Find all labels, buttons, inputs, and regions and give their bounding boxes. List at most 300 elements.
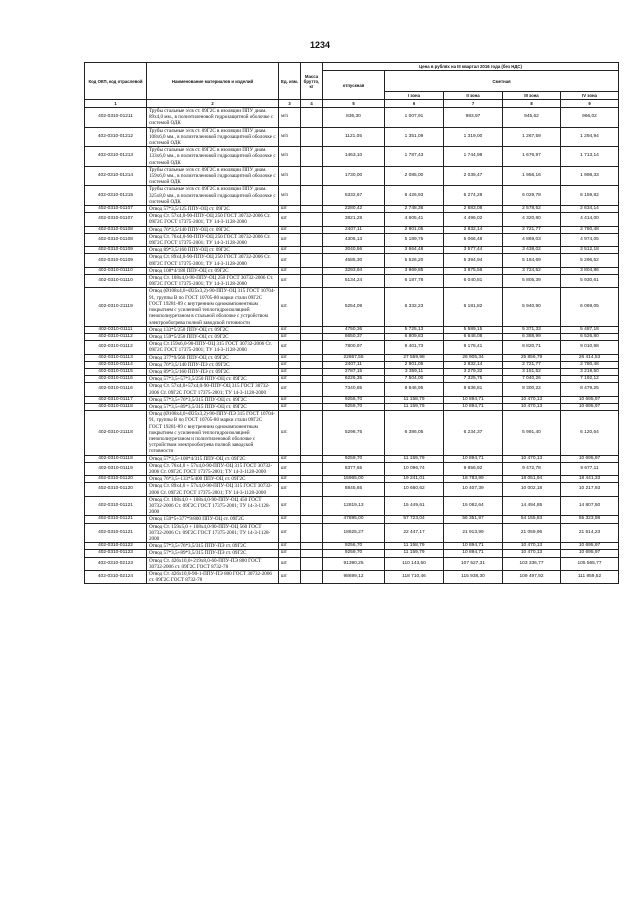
row-release-price: 4750,36: [323, 326, 385, 333]
row-code: 402-0310-01113: [85, 354, 147, 361]
row-zone2-price: 3 279,32: [444, 368, 503, 375]
row-zone1-price: 110 143,50: [385, 557, 444, 570]
column-number: 9: [561, 100, 619, 108]
table-row: [85, 550, 619, 557]
column-number-row: [85, 100, 619, 108]
row-zone1-price: 2 901,05: [385, 361, 444, 368]
row-zone2-price: 21 913,99: [444, 523, 503, 543]
row-code: 402-0310-01111: [85, 326, 147, 333]
row-zone4-price: 5 930,61: [561, 275, 619, 288]
row-name: Трубы стальные э/св ст. 09Г2С в изоляции ППУ диам. 89х4,0 мм., в полиэтиленовой гидрозащитной оболочке с системой ОДК: [147, 108, 279, 128]
row-zone4-price: 5 296,52: [561, 254, 619, 267]
row-zone2-price: 9 178,41: [444, 341, 503, 354]
row-zone4-price: 10 217,93: [561, 483, 619, 496]
row-code: 402-0310-01109: [85, 254, 147, 267]
table-row: [85, 411, 619, 455]
row-release-price: 6226,35: [323, 376, 385, 383]
row-release-price: 4585,30: [323, 254, 385, 267]
table-row: [85, 354, 619, 361]
row-zone2-price: 115 938,30: [444, 571, 503, 584]
table-row: [85, 376, 619, 383]
row-release-price: 3040,56: [323, 247, 385, 254]
row-name: Отвод Ст. 89х4,0-90-ППУ-ОЦ 250 ГОСТ 30732-2006 Ст. 09Г2С ГОСТ 17375-2001; ТУ 14-3-1128-2000: [147, 254, 279, 267]
column-number: 8: [503, 100, 561, 108]
row-unit: м/п: [279, 147, 301, 167]
row-zone3-price: 10 470,13: [503, 550, 561, 557]
row-zone3-price: 103 336,77: [503, 557, 561, 570]
row-unit: шт: [279, 557, 301, 570]
row-zone4-price: 6 069,05: [561, 288, 619, 326]
table-row: [85, 326, 619, 333]
row-zone2-price: 2 832,14: [444, 226, 503, 233]
row-zone3-price: 10 470,13: [503, 403, 561, 410]
row-release-price: 7800,97: [323, 341, 385, 354]
row-zone2-price: 107 527,31: [444, 557, 503, 570]
row-zone1-price: 3 664,48: [385, 247, 444, 254]
row-zone4-price: 1 998,33: [561, 166, 619, 186]
row-zone3-price: 6 029,78: [503, 186, 561, 206]
row-mass: [301, 557, 323, 570]
row-zone2-price: 1 319,00: [444, 127, 503, 147]
row-mass: [301, 233, 323, 246]
row-zone1-price: 6 809,83: [385, 333, 444, 340]
row-unit: м/п: [279, 166, 301, 186]
row-code: 402-0310-02124: [85, 571, 147, 584]
row-release-price: 1463,10: [323, 147, 385, 167]
header-release: отпускная: [323, 71, 385, 100]
row-zone2-price: 6 648,08: [444, 333, 503, 340]
row-zone3-price: 9 472,78: [503, 462, 561, 475]
header-name: Наименование материалов и изделий: [147, 63, 279, 100]
table-row: [85, 543, 619, 550]
row-zone3-price: 5 371,33: [503, 326, 561, 333]
row-zone1-price: 6 386,05: [385, 411, 444, 455]
row-release-price: 8845,65: [323, 483, 385, 496]
row-code: 402-0310-01121: [85, 496, 147, 516]
column-number: 2: [147, 100, 279, 108]
row-zone2-price: 10 894,71: [444, 455, 503, 462]
column-number: 1: [85, 100, 147, 108]
row-code: 402-0310-01107: [85, 213, 147, 226]
row-zone2-price: 6 181,82: [444, 288, 503, 326]
row-code: 402-0310-01117: [85, 396, 147, 403]
table-row: [85, 496, 619, 516]
row-name: Трубы стальные э/св ст. 09Г2С в изоляции ППУ диам. 133х6,0 мм., в полиэтиленовой гидрозащитной оболочке с системой ОДК: [147, 147, 279, 167]
table-row: [85, 147, 619, 167]
table-row: [85, 403, 619, 410]
table-row: [85, 571, 619, 584]
row-zone2-price: 5 394,94: [444, 254, 503, 267]
table-row: [85, 476, 619, 483]
row-code: 402-0310-01213: [85, 147, 147, 167]
row-zone4-price: 9 010,98: [561, 341, 619, 354]
column-number: 6: [385, 100, 444, 108]
row-unit: шт: [279, 213, 301, 226]
table-row: [85, 462, 619, 475]
row-code: 402-0310-02123: [85, 557, 147, 570]
row-mass: [301, 354, 323, 361]
row-zone2-price: 15 082,64: [444, 496, 503, 516]
row-mass: [301, 206, 323, 213]
row-zone4-price: 55 323,98: [561, 516, 619, 523]
row-name: Отвод Ст. 76х4,0-90-ППУ-ОЦ 250 ГОСТ 30732-2006 Ст. 09Г2С ГОСТ 17375-2001; ТУ 14-3-1128-2000: [147, 233, 279, 246]
row-code: 402-0310-01122: [85, 543, 147, 550]
row-code: 402-0310-01110: [85, 275, 147, 288]
row-zone4-price: 18 441,33: [561, 476, 619, 483]
row-release-price: 9256,70: [323, 396, 385, 403]
row-zone3-price: 3 438,02: [503, 247, 561, 254]
row-zone4-price: 10 695,97: [561, 455, 619, 462]
row-zone1-price: 1 787,43: [385, 147, 444, 167]
row-mass: [301, 166, 323, 186]
row-zone3-price: 18 051,94: [503, 476, 561, 483]
row-release-price: 5298,75: [323, 411, 385, 455]
row-code: 402-0310-01110: [85, 267, 147, 274]
row-release-price: 8377,65: [323, 462, 385, 475]
row-unit: шт: [279, 326, 301, 333]
row-unit: шт: [279, 341, 301, 354]
row-release-price: 5332,67: [323, 186, 385, 206]
row-zone2-price: 4 496,02: [444, 213, 503, 226]
row-unit: м/п: [279, 108, 301, 128]
table-row: [85, 213, 619, 226]
row-zone1-price: 7 504,00: [385, 376, 444, 383]
row-unit: м/п: [279, 127, 301, 147]
row-zone1-price: 11 159,79: [385, 455, 444, 462]
row-zone3-price: 2 721,77: [503, 226, 561, 233]
row-code: 402-0310-01121: [85, 523, 147, 543]
row-zone1-price: 10 660,62: [385, 483, 444, 496]
row-mass: [301, 254, 323, 267]
row-release-price: 15965,00: [323, 476, 385, 483]
row-unit: шт: [279, 523, 301, 543]
row-zone3-price: 1 267,59: [503, 127, 561, 147]
row-zone3-price: 5 805,39: [503, 275, 561, 288]
row-name: Отвод 57*3,5+108*4/315 ППУ-ОЦ ст. 09Г2С: [147, 455, 279, 462]
row-zone4-price: 6 159,82: [561, 186, 619, 206]
row-zone4-price: 1 713,14: [561, 147, 619, 167]
row-zone4-price: 10 695,97: [561, 543, 619, 550]
row-unit: шт: [279, 376, 301, 383]
row-mass: [301, 523, 323, 543]
row-name: Трубы стальные э/св ст. 09Г2С в изоляции ППУ диам. 325х8,0 мм., в полиэтиленовой гидрозащитной оболочке с системой ОДК: [147, 186, 279, 206]
row-zone1-price: 9 401,73: [385, 341, 444, 354]
row-code: 402-0310-01119: [85, 462, 147, 475]
row-zone1-price: 11 158,79: [385, 396, 444, 403]
row-unit: шт: [279, 206, 301, 213]
table-body: [85, 108, 619, 584]
row-mass: [301, 275, 323, 288]
row-zone1-price: 8 846,95: [385, 383, 444, 396]
row-unit: шт: [279, 354, 301, 361]
row-zone3-price: 4 320,80: [503, 213, 561, 226]
row-code: 402-0310-01215: [85, 186, 147, 206]
row-zone2-price: 2 035,47: [444, 166, 503, 186]
row-unit: шт: [279, 476, 301, 483]
row-unit: шт: [279, 455, 301, 462]
row-zone1-price: 6 332,23: [385, 288, 444, 326]
row-name: Отвод (Ø108х4,0+Ø25х3,2)-90-ППУ-ОЦ 315 ГОСТ 10704-91, группы В по ГОСТ 10705-80 марки стали 09Г2С ГОСТ 19281-89 с внутренним однокомпонентным покрытием с усиленной теплогидроизоляцией пенополиуретаном в стальной оболочке с устройством электрообогрева полной заводской готовности: [147, 288, 279, 326]
column-number: 3: [279, 100, 301, 108]
row-mass: [301, 288, 323, 326]
row-unit: шт: [279, 226, 301, 233]
row-unit: шт: [279, 550, 301, 557]
row-unit: шт: [279, 543, 301, 550]
row-name: Отвод 57*3,5+89*3,5/315 ППУ-ОЦ ст. 09Г2С: [147, 403, 279, 410]
row-name: Трубы стальные э/св ст. 09Г2С в изоляции ППУ диам. 108х6,0 мм., в полиэтиленовой гидрозащитной оболочке с системой ОДК: [147, 127, 279, 147]
row-mass: [301, 516, 323, 523]
row-release-price: 9259,70: [323, 550, 385, 557]
row-name: Отвод Ст. 89х4,0 + 57х4,0-90-ППУ-ОЦ 315 ГОСТ 30732-2006 Ст. 09Г2С ГОСТ 17375-2001; ТУ 14-3-1128-2000: [147, 483, 279, 496]
row-zone3-price: 10 470,13: [503, 455, 561, 462]
row-zone4-price: 4 974,05: [561, 233, 619, 246]
row-release-price: 2280,42: [323, 206, 385, 213]
row-code: 402-0310-01214: [85, 166, 147, 186]
row-release-price: 1730,00: [323, 166, 385, 186]
row-mass: [301, 213, 323, 226]
row-zone3-price: 8 300,22: [503, 383, 561, 396]
row-zone2-price: 2 683,08: [444, 206, 503, 213]
row-unit: шт: [279, 275, 301, 288]
row-zone3-price: 1 956,16: [503, 166, 561, 186]
row-code: 402-0310-01116: [85, 383, 147, 396]
row-code: 402-0310-01120: [85, 476, 147, 483]
row-code: 402-0310-21119: [85, 288, 147, 326]
row-zone1-price: 5 189,75: [385, 233, 444, 246]
row-zone3-price: 21 059,96: [503, 523, 561, 543]
row-mass: [301, 403, 323, 410]
row-name: Отвод 76*3,5/140 ППУ-ПЭ ст. 09Г2С: [147, 361, 279, 368]
table-row: [85, 523, 619, 543]
row-mass: [301, 267, 323, 274]
row-unit: шт: [279, 361, 301, 368]
row-zone4-price: 26 414,53: [561, 354, 619, 361]
row-release-price: 98699,12: [323, 571, 385, 584]
table-row: [85, 127, 619, 147]
row-zone4-price: 21 514,23: [561, 523, 619, 543]
row-name: Отвод 133*5/250 ППУ-ОЦ ст. 09Г2С: [147, 326, 279, 333]
row-code: 402-0310-01109: [85, 247, 147, 254]
row-zone4-price: 3 804,86: [561, 267, 619, 274]
header-zone4: IV зона: [561, 92, 619, 100]
row-code: 402-0310-21118: [85, 411, 147, 455]
row-zone4-price: 2 634,14: [561, 206, 619, 213]
row-zone1-price: 5 725,13: [385, 326, 444, 333]
row-zone1-price: 1 351,09: [385, 127, 444, 147]
row-name: Отвод 159*5+377*9/800 ППУ-ОЦ ст. 09Г2С: [147, 516, 279, 523]
row-unit: шт: [279, 267, 301, 274]
row-zone2-price: 3 577,44: [444, 247, 503, 254]
row-release-price: 9259,70: [323, 455, 385, 462]
table-row: [85, 108, 619, 128]
row-zone1-price: 3 969,85: [385, 267, 444, 274]
row-mass: [301, 543, 323, 550]
row-release-price: 5650,37: [323, 333, 385, 340]
row-zone4-price: 10 695,97: [561, 403, 619, 410]
row-release-price: 22867,55: [323, 354, 385, 361]
row-mass: [301, 483, 323, 496]
row-release-price: 3293,94: [323, 267, 385, 274]
row-code: 402-0310-01108: [85, 226, 147, 233]
row-unit: шт: [279, 254, 301, 267]
row-name: Отвод Ст. 426х10,0-90-1-ППУ-ПЭ 800 ГОСТ 30732-2006 ст. 09Г2С ГОСТ 8732-78: [147, 571, 279, 584]
row-zone1-price: 6 187,78: [385, 275, 444, 288]
row-release-price: 836,30: [323, 108, 385, 128]
row-zone1-price: 2 901,05: [385, 226, 444, 233]
row-zone2-price: 10 407,39: [444, 483, 503, 496]
row-zone3-price: 5 991,40: [503, 411, 561, 455]
row-zone1-price: 11 159,79: [385, 550, 444, 557]
row-zone1-price: 15 449,61: [385, 496, 444, 516]
row-release-price: 91390,25: [323, 557, 385, 570]
row-zone1-price: 5 526,20: [385, 254, 444, 267]
row-zone4-price: 10 695,97: [561, 550, 619, 557]
row-release-price: 3821,28: [323, 213, 385, 226]
row-zone3-price: 10 002,18: [503, 483, 561, 496]
row-code: 402-0310-01114: [85, 361, 147, 368]
row-name: Отвод Ст.159х6,0-90-ППУ-ОЦ 315 ГОСТ 30732-2006 Ст. 09Г2С ГОСТ 17375-2001; ТУ 14-3-1128-2000: [147, 341, 279, 354]
row-zone1-price: 2 085,00: [385, 166, 444, 186]
row-zone3-price: 14 494,85: [503, 496, 561, 516]
row-code: 402-0310-01212: [85, 127, 147, 147]
row-zone1-price: 19 241,01: [385, 476, 444, 483]
row-unit: шт: [279, 496, 301, 516]
row-code: 402-0310-01116: [85, 376, 147, 383]
row-mass: [301, 247, 323, 254]
row-name: Отвод Ст. 108х4,0-90-ППУ-ОЦ 250 ГОСТ 30732-2006 Ст. 09Г2С ГОСТ 17375-2001; ТУ 14-3-1128-2000: [147, 275, 279, 288]
row-unit: шт: [279, 368, 301, 375]
row-mass: [301, 496, 323, 516]
row-zone4-price: 2 780,48: [561, 361, 619, 368]
row-zone1-price: 22 447,17: [385, 523, 444, 543]
row-unit: шт: [279, 233, 301, 246]
row-name: Отвод 57*3,5+89*3,5/315 ППУ-ПЭ ст. 09Г2С: [147, 550, 279, 557]
table-row: [85, 383, 619, 396]
header-code: Код ОКП, код отраслевой: [85, 63, 147, 100]
row-release-price: 18625,27: [323, 523, 385, 543]
row-mass: [301, 411, 323, 455]
row-zone4-price: 111 859,52: [561, 571, 619, 584]
row-zone4-price: 105 565,77: [561, 557, 619, 570]
table-row: [85, 516, 619, 523]
row-name: Отвод (Ø108х4,0+Ø25х3,2)-90-ППУ-ПЭ 315 ГОСТ 10704-91, группы В по ГОСТ 10705-80 марки стали 09Г2С ГОСТ 19281-89 с внутренним однокомпонентным покрытием с усиленной теплогидроизоляцией пенополиуретаном и полиэтиленовой оболочке с устройством электрообогрева полной заводской готовности: [147, 411, 279, 455]
row-code: 402-0310-01118: [85, 403, 147, 410]
row-mass: [301, 127, 323, 147]
row-zone1-price: 118 710,46: [385, 571, 444, 584]
row-zone3-price: 7 040,26: [503, 376, 561, 383]
row-code: 402-0310-01112: [85, 341, 147, 354]
row-zone3-price: 945,62: [503, 108, 561, 128]
row-zone4-price: 966,02: [561, 108, 619, 128]
row-mass: [301, 550, 323, 557]
row-code: 402-0310-01112: [85, 333, 147, 340]
row-code: 402-0310-01123: [85, 550, 147, 557]
row-zone1-price: 27 559,98: [385, 354, 444, 361]
row-zone2-price: 9 856,92: [444, 462, 503, 475]
table-row: [85, 361, 619, 368]
row-mass: [301, 108, 323, 128]
row-zone3-price: 2 578,52: [503, 206, 561, 213]
row-zone2-price: 10 894,71: [444, 396, 503, 403]
row-code: 402-0310-01211: [85, 108, 147, 128]
header-zone3: III зона: [503, 92, 561, 100]
row-name: Отвод 377*9/560 ППУ-ОЦ ст. 09Г2С: [147, 354, 279, 361]
row-zone2-price: 10 894,71: [444, 543, 503, 550]
row-zone2-price: 6 234,37: [444, 411, 503, 455]
row-mass: [301, 341, 323, 354]
row-mass: [301, 476, 323, 483]
row-release-price: 5254,09: [323, 288, 385, 326]
page-number: 1234: [309, 40, 331, 50]
row-name: Отвод Ст. 57х4,0-90-ППУ-ОЦ 250 ГОСТ 30732-2006 Ст. 09Г2С ГОСТ 17375-2001; ТУ 14-3-1128-2000: [147, 213, 279, 226]
row-zone3-price: 2 721,77: [503, 361, 561, 368]
row-zone4-price: 6 526,80: [561, 333, 619, 340]
row-release-price: 9256,70: [323, 543, 385, 550]
row-release-price: 12819,13: [323, 496, 385, 516]
row-name: Отвод Ст. 426х10,0+219х8,0-60-ППУ-ПЭ 800 ГОСТ 30732-2006 ст. 09Г2С ГОСТ 8732-78: [147, 557, 279, 570]
row-zone1-price: 3 359,11: [385, 368, 444, 375]
row-zone3-price: 25 856,79: [503, 354, 561, 361]
row-zone3-price: 8 820,71: [503, 341, 561, 354]
price-table: [84, 62, 619, 584]
row-unit: шт: [279, 516, 301, 523]
row-release-price: 9259,70: [323, 403, 385, 410]
row-unit: шт.: [279, 411, 301, 455]
row-unit: шт: [279, 333, 301, 340]
row-mass: [301, 333, 323, 340]
row-release-price: 2407,11: [323, 226, 385, 233]
row-release-price: 47895,00: [323, 516, 385, 523]
header-price-group: Цена в рублях на III квартал 2016 года (без НДС): [323, 63, 619, 71]
row-zone3-price: 4 869,03: [503, 233, 561, 246]
row-name: Отвод 89*3,5/160 ППУ-ОЦ ст. 09Г2С: [147, 247, 279, 254]
row-code: 402-0310-01121: [85, 516, 147, 523]
row-zone2-price: 5 589,15: [444, 326, 503, 333]
row-zone2-price: 3 875,56: [444, 267, 503, 274]
row-code: 402-0310-01115: [85, 368, 147, 375]
row-zone4-price: 3 219,50: [561, 368, 619, 375]
row-zone1-price: 1 007,91: [385, 108, 444, 128]
row-zone2-price: 10 894,71: [444, 403, 503, 410]
row-mass: [301, 326, 323, 333]
row-zone1-price: 11 158,79: [385, 543, 444, 550]
table-row: [85, 206, 619, 213]
row-zone1-price: 6 426,93: [385, 186, 444, 206]
table-row: [85, 288, 619, 326]
row-mass: [301, 226, 323, 233]
row-name: Отвод Ст. 57х4,0+57х4,0-90-ППУ-ОЦ 315 ГОСТ 30732-2006 Ст. 09Г2С ГОСТ 17375-2001; ТУ 14-3-1128-2000: [147, 383, 279, 396]
row-mass: [301, 376, 323, 383]
row-name: Отвод Ст. 159х5,0 + 108х4,0-90-ППУ-ОЦ 560 ГОСТ 30732-2006 Ст. 09Г2С ГОСТ 17375-2001; ТУ 14-3-1128-2000: [147, 523, 279, 543]
row-zone2-price: 18 783,99: [444, 476, 503, 483]
table-row: [85, 341, 619, 354]
row-zone4-price: 1 294,94: [561, 127, 619, 147]
row-zone2-price: 6 040,81: [444, 275, 503, 288]
row-mass: [301, 462, 323, 475]
row-zone4-price: 14 807,50: [561, 496, 619, 516]
table-row: [85, 267, 619, 274]
column-number: 5: [323, 100, 385, 108]
header-zone1: I зона: [385, 92, 444, 100]
row-name: Отвод 57*3,5+76*3,5/315 ППУ-ПЭ ст. 09Г2С: [147, 543, 279, 550]
row-release-price: 2787,15: [323, 368, 385, 375]
row-name: Отвод 57*3,5+76*3,5/315 ППУ-ОЦ ст. 09Г2С: [147, 396, 279, 403]
table-row: [85, 226, 619, 233]
row-zone2-price: 56 351,97: [444, 516, 503, 523]
row-unit: шт.: [279, 288, 301, 326]
row-zone1-price: 10 096,74: [385, 462, 444, 475]
table-row: [85, 368, 619, 375]
